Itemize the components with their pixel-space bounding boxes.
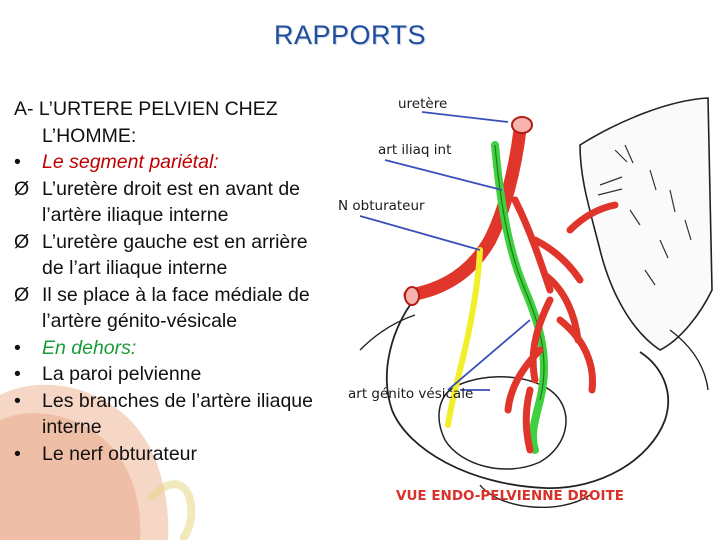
list-item-text: La paroi pelvienne	[42, 363, 202, 385]
label-uretere: uretère	[398, 96, 448, 112]
list-item	[14, 361, 326, 388]
anatomy-figure	[330, 90, 714, 524]
dot-bullet-icon: •	[14, 389, 21, 412]
ureter-highlight	[495, 145, 544, 450]
dot-bullet-icon: •	[14, 363, 21, 385]
bullet-list	[14, 149, 326, 467]
list-item	[14, 335, 326, 362]
arrow-bullet-icon: Ø	[14, 283, 30, 306]
list-item-text: Il se place à la face médiale de l’artère génito-vésicale	[42, 283, 310, 332]
list-item	[14, 282, 326, 335]
heading-line-1: A- L’URTERE PELVIEN CHEZ	[14, 98, 278, 120]
list-item	[14, 388, 326, 441]
list-item-text: Les branches de l’artère iliaque interne	[42, 389, 314, 438]
dot-bullet-icon: •	[14, 442, 21, 465]
slide-body	[14, 96, 326, 467]
sacrum-shape	[580, 98, 712, 350]
heading-line-2: L’HOMME:	[42, 124, 137, 147]
label-art-genito-vesicale: art génito vésicale	[348, 386, 474, 402]
figure-caption: VUE ENDO-PELVIENNE DROITE	[396, 488, 624, 504]
list-item	[14, 176, 326, 229]
slide-title: RAPPORTS	[273, 20, 427, 50]
list-item-text: Le segment pariétal:	[42, 151, 219, 173]
label-n-obturateur: N obturateur	[338, 198, 425, 214]
dot-bullet-icon: •	[14, 336, 21, 359]
list-item-text: L’uretère droit est en avant de l’artère iliaque interne	[42, 177, 301, 226]
arrow-bullet-icon: Ø	[14, 177, 30, 200]
list-item	[14, 149, 326, 176]
list-item	[14, 441, 326, 468]
list-item	[14, 229, 326, 282]
list-item-text: Le nerf obturateur	[42, 442, 198, 465]
label-art-iliaq-int: art iliaq int	[378, 142, 452, 158]
arrow-bullet-icon: Ø	[14, 230, 30, 253]
dot-bullet-icon: •	[14, 151, 21, 173]
section-heading	[14, 96, 326, 149]
list-item-text: En dehors:	[42, 336, 137, 359]
list-item-text: L’uretère gauche est en arrière de l’art iliaque interne	[42, 230, 308, 279]
